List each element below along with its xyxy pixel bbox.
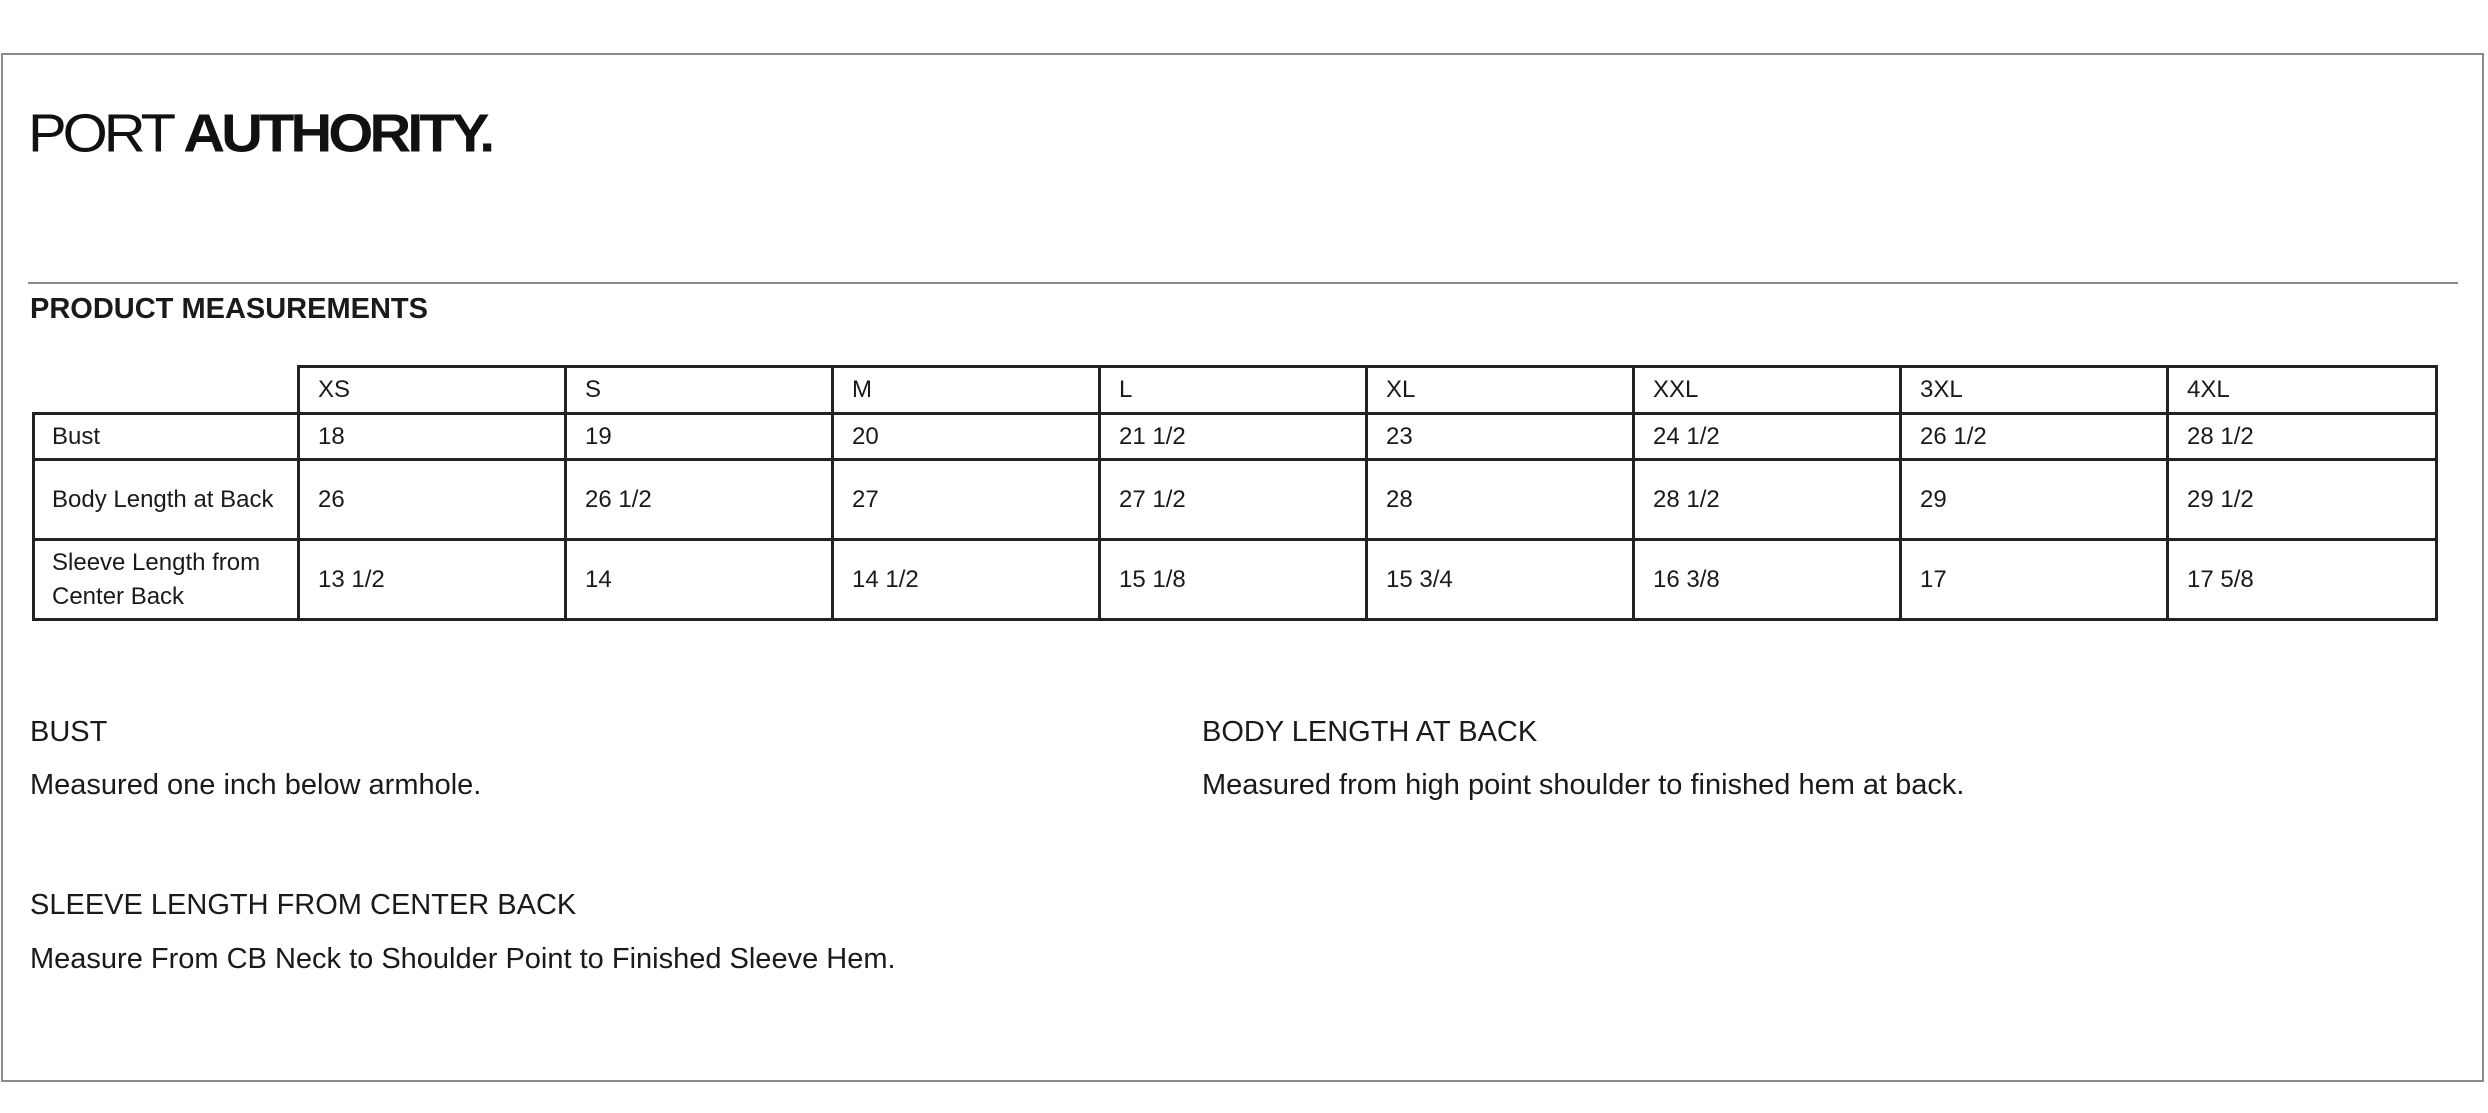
table-cell: 26 <box>299 460 566 540</box>
table-cell: 27 1/2 <box>1100 460 1367 540</box>
size-header-xxl: XXL <box>1634 367 1901 414</box>
brand-logo-word-authority: AUTHORITY. <box>183 103 492 164</box>
size-header-xl: XL <box>1367 367 1634 414</box>
table-row-sleeve-length <box>34 540 2437 620</box>
table-cell: 28 1/2 <box>1634 460 1901 540</box>
table-header-row <box>34 367 2437 414</box>
table-cell: 24 1/2 <box>1634 414 1901 460</box>
table-cell: 20 <box>833 414 1100 460</box>
row-label-body-length: Body Length at Back <box>34 460 299 540</box>
table-cell: 16 3/8 <box>1634 540 1901 620</box>
table-corner-cell <box>34 367 299 414</box>
size-header-xs: XS <box>299 367 566 414</box>
table-cell: 18 <box>299 414 566 460</box>
table-cell: 14 <box>566 540 833 620</box>
sleeve-length-definition-text: Measure From CB Neck to Shoulder Point to Finished Sleeve Hem. <box>30 943 896 975</box>
table-cell: 17 5/8 <box>2168 540 2437 620</box>
table-cell: 27 <box>833 460 1100 540</box>
bust-definition-text: Measured one inch below armhole. <box>30 769 482 801</box>
table-cell: 23 <box>1367 414 1634 460</box>
table-cell: 14 1/2 <box>833 540 1100 620</box>
size-header-l: L <box>1100 367 1367 414</box>
table-cell: 28 <box>1367 460 1634 540</box>
table-cell: 26 1/2 <box>566 460 833 540</box>
table-cell: 19 <box>566 414 833 460</box>
table-row-bust <box>34 414 2437 460</box>
row-label-bust: Bust <box>34 414 299 460</box>
table-cell: 28 1/2 <box>2168 414 2437 460</box>
row-label-sleeve-length: Sleeve Length from Center Back <box>34 540 299 620</box>
table-cell: 21 1/2 <box>1100 414 1367 460</box>
bust-definition-title: BUST <box>30 716 108 748</box>
size-header-m: M <box>833 367 1100 414</box>
size-header-3xl: 3XL <box>1901 367 2168 414</box>
size-header-s: S <box>566 367 833 414</box>
sleeve-length-definition-title: SLEEVE LENGTH FROM CENTER BACK <box>30 889 577 921</box>
table-cell: 29 1/2 <box>2168 460 2437 540</box>
brand-logo <box>28 103 492 164</box>
table-cell: 26 1/2 <box>1901 414 2168 460</box>
section-title: PRODUCT MEASUREMENTS <box>30 293 428 325</box>
brand-logo-word-port: PORT <box>28 103 173 164</box>
measurements-table <box>32 365 2438 621</box>
table-cell: 29 <box>1901 460 2168 540</box>
table-row-body-length <box>34 460 2437 540</box>
body-length-definition-title: BODY LENGTH AT BACK <box>1202 716 1538 748</box>
table-cell: 15 3/4 <box>1367 540 1634 620</box>
size-header-4xl: 4XL <box>2168 367 2437 414</box>
body-length-definition-text: Measured from high point shoulder to finished hem at back. <box>1202 769 1965 801</box>
table-cell: 17 <box>1901 540 2168 620</box>
table-cell: 13 1/2 <box>299 540 566 620</box>
header-divider <box>28 282 2458 284</box>
table-cell: 15 1/8 <box>1100 540 1367 620</box>
